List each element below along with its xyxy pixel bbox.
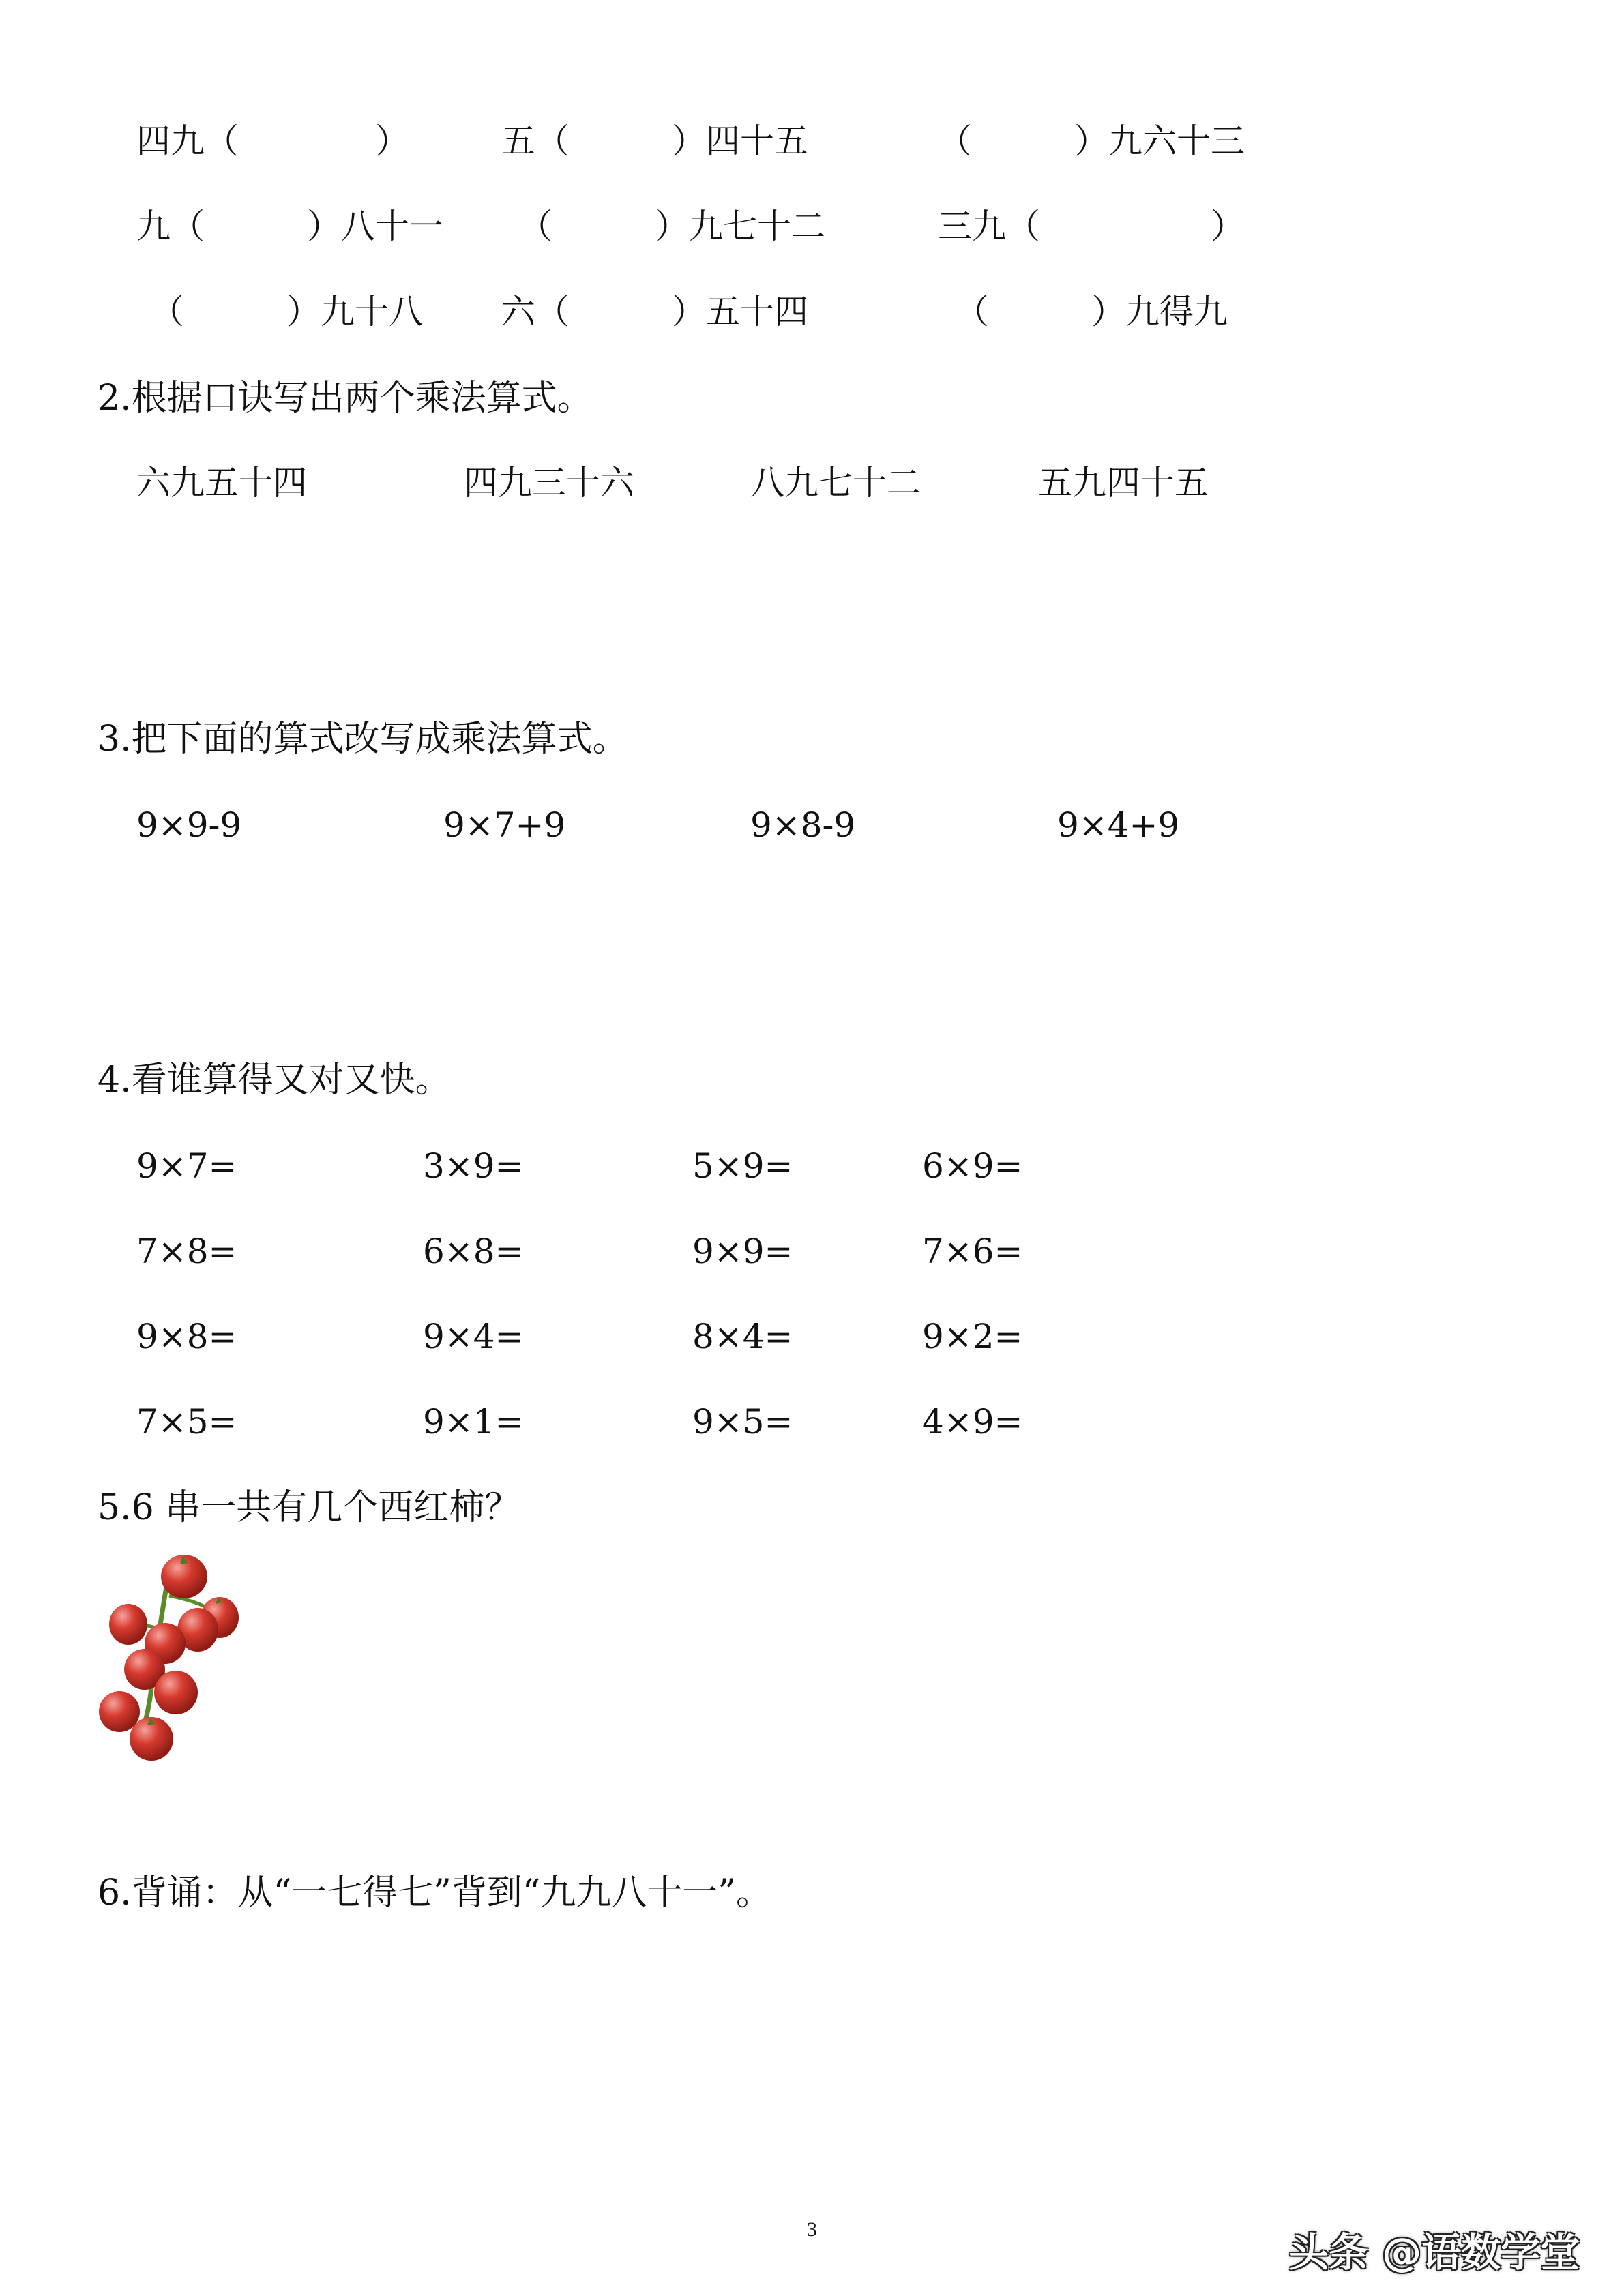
- q4-r1-c2: 3×9=: [423, 1146, 524, 1186]
- q3-item-1: 9×9-9: [136, 805, 242, 845]
- q3-item-3: 9×8-9: [750, 805, 856, 845]
- q4-heading: 4.看谁算得又对又快。: [98, 1060, 451, 1101]
- q1-row1-item3: （ ）九六十三: [938, 121, 1245, 161]
- q5-heading: 5.6 串一共有几个西红柿？: [98, 1487, 520, 1528]
- q1-row3-item3: （ ）九得九: [955, 292, 1228, 331]
- q4-r1-c4: 6×9=: [922, 1146, 1023, 1186]
- q2-item-1: 六九五十四: [136, 463, 307, 503]
- q3-item-4: 9×4+9: [1057, 805, 1180, 845]
- q2-heading: 2.根据口诀写出两个乘法算式。: [98, 378, 593, 419]
- q2-item-3: 八九七十二: [750, 463, 921, 503]
- q4-r4-c2: 9×1=: [423, 1402, 524, 1442]
- q1-row3-item2: 六（ ）五十四: [501, 292, 808, 331]
- q4-r1-c1: 9×7=: [136, 1146, 237, 1186]
- q1-row3-item1: （ ）九十八: [150, 292, 423, 331]
- page-number: 3: [807, 2218, 817, 2241]
- q2-item-2: 四九三十六: [464, 463, 634, 503]
- q4-r1-c3: 5×9=: [692, 1146, 793, 1186]
- q1-row2-item1: 九（ ）八十一: [136, 207, 443, 246]
- q4-r3-c3: 8×4=: [692, 1317, 793, 1356]
- q4-r3-c4: 9×2=: [922, 1317, 1023, 1356]
- tomato-bunch-image: [89, 1548, 259, 1766]
- watermark: 头条 @语数学堂: [1289, 2229, 1580, 2276]
- q6-heading: 6.背诵：从“一七得七”背到“九九八十一”。: [98, 1873, 771, 1913]
- q3-item-2: 9×7+9: [443, 805, 566, 845]
- q1-row2-item2: （ ）九七十二: [518, 207, 825, 246]
- q3-heading: 3.把下面的算式改写成乘法算式。: [98, 719, 628, 760]
- q4-r4-c1: 7×5=: [136, 1402, 237, 1442]
- q4-r2-c3: 9×9=: [692, 1232, 793, 1271]
- q4-r4-c4: 4×9=: [922, 1402, 1023, 1442]
- q1-row1-item1: 四九（ ）: [136, 121, 409, 161]
- q1-row1-item2: 五（ ）四十五: [501, 121, 808, 161]
- q4-r3-c2: 9×4=: [423, 1317, 524, 1356]
- q4-r4-c3: 9×5=: [692, 1402, 793, 1442]
- q4-r3-c1: 9×8=: [136, 1317, 237, 1356]
- q4-r2-c1: 7×8=: [136, 1232, 237, 1271]
- q4-r2-c2: 6×8=: [423, 1232, 524, 1271]
- q1-row2-item3: 三九（ ）: [938, 207, 1245, 246]
- q4-r2-c4: 7×6=: [922, 1232, 1023, 1271]
- q2-item-4: 五九四十五: [1038, 463, 1209, 503]
